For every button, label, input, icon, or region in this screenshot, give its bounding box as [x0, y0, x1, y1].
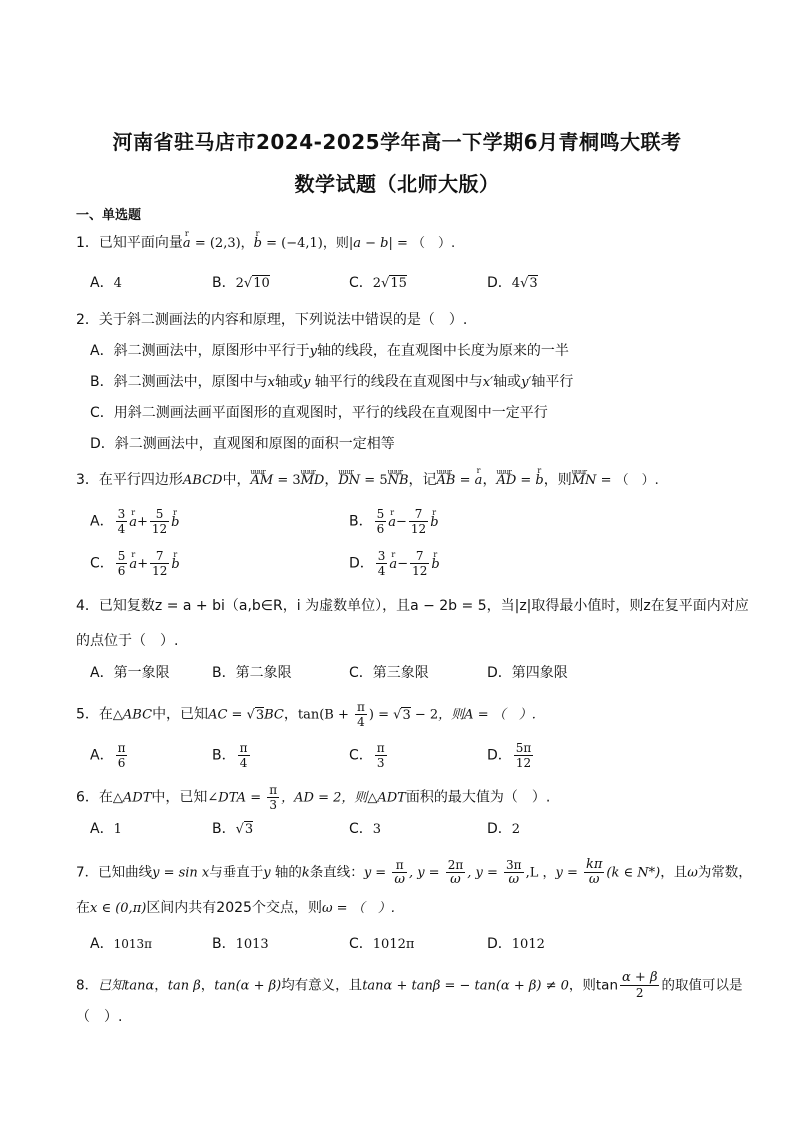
question-3-option-c: C． $\frac{5}{6}$ r a+ $\frac{7}{12}$ r b: [90, 549, 180, 578]
question-4-option-d: D．第四象限: [487, 665, 568, 681]
question-1-stem: 1．已知平面向量r a = (2,3)，r b = (−4,1)，则|a − b| = （ ）.: [76, 233, 455, 254]
question-4-option-a: A．第一象限: [90, 665, 170, 681]
question-7-option-b: B．1013: [212, 936, 269, 952]
exam-title-line1: 河南省驻马店市2024-2025学年高一下学期6月青桐鸣大联考: [112, 130, 682, 154]
question-6-stem: 6．在△ADT中，已知∠DTA = $\frac{\pi}{3}$ ，AD = 2，则△ADT面积的最大值为（ ）.: [76, 783, 551, 812]
question-3-option-b: B． $\frac{5}{6}$ r a− $\frac{7}{12}$ r b: [349, 507, 439, 536]
question-6-option-c: C．3: [349, 821, 382, 837]
question-2-option-c: C．用斜二测画法画平面图形的直观图时，平行的线段在直观图中一定平行: [90, 405, 548, 421]
question-4-option-c: C．第三象限: [349, 665, 429, 681]
question-5-option-b: B． $\frac{\pi}{4}$: [212, 741, 248, 770]
question-1-option-a: A．4: [90, 275, 122, 291]
question-3-option-a: A． $\frac{3}{4}$ r a+ $\frac{5}{12}$ r b: [90, 507, 180, 536]
question-6-option-a: A．1: [90, 821, 122, 837]
question-7-option-a: A．1013π: [90, 936, 153, 952]
question-4-stem-line1: 4．已知复数z = a + bi（a,b∈R，i 为虚数单位），且a − 2b = 5，当|z|取得最小值时，则z在复平面内对应: [76, 598, 749, 614]
question-3-stem: 3．在平行四边形ABCD中，uuur AM = 3uuur MD，uuur DN = 5uuur NB，记uuur AB = r a，uuur AD = r b，则uuur MN = （ ）.: [76, 470, 659, 491]
question-2-option-d: D．斜二测画法中，直观图和原图的面积一定相等: [90, 436, 395, 452]
question-1-option-b: B．2√10: [212, 275, 270, 291]
question-2-option-b: B．斜二测画法中，原图中与x轴或y 轴平行的线段在直观图中与x′轴或y′轴平行: [90, 374, 574, 390]
question-5-option-c: C． $\frac{\pi}{3}$: [349, 741, 385, 770]
section-heading: 一、单选题: [76, 208, 142, 223]
question-4-option-b: B．第二象限: [212, 665, 292, 681]
question-6-option-b: B．√3: [212, 821, 254, 837]
question-8-stem-line2: （ ）.: [76, 1009, 123, 1025]
question-7-option-c: C．1012π: [349, 936, 415, 952]
exam-title-line2: 数学试题（北师大版）: [294, 172, 500, 196]
question-5-option-a: A． $\frac{\pi}{6}$: [90, 741, 126, 770]
question-7-stem-line1: 7．已知曲线y = sin x与垂直于y 轴的k条直线：y = $\frac{\pi}{\omega}$ , y = $\frac{2\pi}{\omega}$ , y = $\frac{3\pi}{\omega}$ ,L ，y = $\frac{k\pi}{\omega}$ (k ∈ N*)，且ω为常数，: [76, 857, 752, 887]
question-2-option-a: A．斜二测画法中，原图形中平行于y轴的线段，在直观图中长度为原来的一半: [90, 343, 569, 359]
question-8-stem-line1: 8．已知tanα，tan β，tan(α + β)均有意义，且tanα + tanβ = − tan(α + β) ≠ 0，则tan $\frac{\alpha + \beta}{2}$ 的取值可以是: [76, 970, 743, 1000]
question-5-option-d: D． $\frac{5\pi}{12}$: [487, 741, 532, 770]
question-6-option-d: D．2: [487, 821, 521, 837]
question-4-stem-line2: 的点位于（ ）.: [76, 633, 179, 649]
question-1-option-c: C．2√15: [349, 275, 407, 291]
question-5-stem: 5．在△ABC中，已知AC = √3BC，tan(B + $\frac{\pi}{4}$ ) = √3 − 2，则A = （ ）.: [76, 700, 536, 729]
question-1-option-d: D．4√3: [487, 275, 538, 291]
question-3-option-d: D． $\frac{3}{4}$ r a− $\frac{7}{12}$ r b: [349, 549, 440, 578]
question-7-stem-line2: 在x ∈ (0,π)区间内共有2025个交点，则ω = （ ）.: [76, 900, 395, 916]
question-2-stem: 2．关于斜二测画法的内容和原理，下列说法中错误的是（ ）.: [76, 312, 468, 328]
question-7-option-d: D．1012: [487, 936, 545, 952]
